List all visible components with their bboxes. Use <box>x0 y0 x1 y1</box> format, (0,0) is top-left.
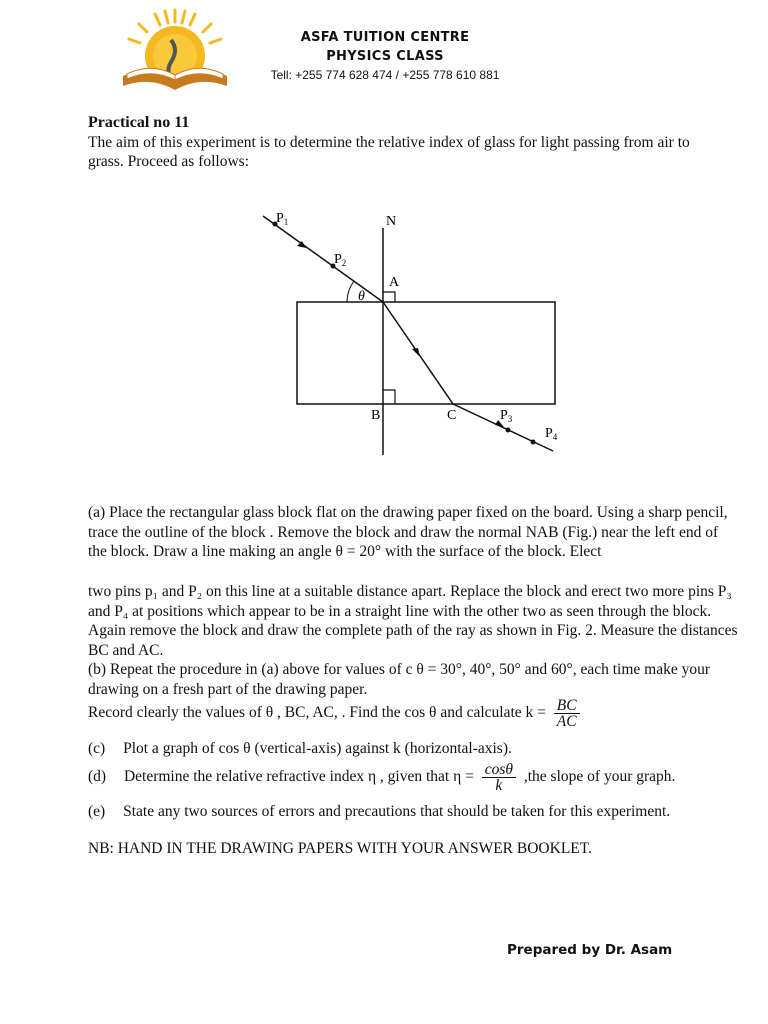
aim-line-2: grass. Proceed as follows: <box>88 153 249 170</box>
step-a-text-2: two pins p₁ and P₂ on this line at a suitable distance apart. Replace the block and erect two more pins P₃ and P₄ at positions which appear to be in a straight line with the other two as seen through the block. Again remove the block and draw the complete path of the ray as shown in Fig. 2. Measure the distances BC and AC. <box>88 583 738 659</box>
pin-p4 <box>531 440 536 445</box>
eta-numerator: cosθ <box>482 762 516 778</box>
step-d-text: Determine the relative refractive index η , given that η = <box>123 768 474 786</box>
label-n: N <box>386 214 397 229</box>
label-b: B <box>371 408 381 423</box>
record-line <box>88 698 584 729</box>
step-e-label: (e) <box>88 803 106 820</box>
step-c-label: (c) <box>88 740 106 757</box>
right-angle-b <box>383 390 395 404</box>
step-b-text: (b) Repeat the procedure in (a) above for values of c θ = 30°, 40°, 50° and 60°, each time make your drawing on a fresh part of the drawing paper. <box>88 661 710 698</box>
label-c: C <box>447 408 457 423</box>
aim-line-1: The aim of this experiment is to determine the relative index of glass for light passing from air to <box>88 134 690 151</box>
incident-ray <box>263 216 383 302</box>
prepared-by: Prepared by Dr. Asam <box>507 942 673 958</box>
label-p1: $P_1$ <box>276 211 289 227</box>
eta-denominator: k <box>495 777 503 794</box>
telephone: Tell: +255 774 628 474 / +255 778 610 881 <box>270 68 500 82</box>
class-name: PHYSICS CLASS <box>326 49 444 64</box>
eta-fraction <box>482 762 516 793</box>
label-theta: θ <box>358 289 365 304</box>
right-angle-a <box>383 292 395 302</box>
school-name: ASFA TUITION CENTRE <box>300 30 470 45</box>
step-c-text: Plot a graph of cos θ (vertical-axis) against k (horizontal-axis). <box>123 740 512 757</box>
nb-note: NB: HAND IN THE DRAWING PAPERS WITH YOUR ANSWER BOOKLET. <box>88 840 592 857</box>
label-p4: $P_4$ <box>545 426 558 442</box>
record-text: Record clearly the values of θ , BC, AC, . Find the cos θ and calculate k = <box>88 704 546 722</box>
label-p3: $P_3$ <box>500 408 513 424</box>
label-a: A <box>389 275 400 290</box>
step-e <box>88 803 670 821</box>
arrow-refracted <box>412 348 420 357</box>
k-fraction <box>554 698 580 729</box>
step-c <box>88 740 512 758</box>
glass-block-diagram <box>0 0 768 470</box>
step-d-label: (d) <box>88 768 107 786</box>
step-d <box>88 762 675 793</box>
glass-block-outline <box>297 302 555 404</box>
k-numerator: BC <box>554 698 580 714</box>
practical-title: Practical no 11 <box>88 114 190 131</box>
k-denominator: AC <box>556 713 577 730</box>
label-p2: $P_2$ <box>334 252 347 268</box>
step-d-tail: ,the slope of your graph. <box>523 768 676 786</box>
step-e-text: State any two sources of errors and precautions that should be taken for this experiment. <box>123 803 671 820</box>
theta-arc <box>347 281 354 302</box>
pin-p3 <box>506 428 511 433</box>
step-a-text: (a) Place the rectangular glass block flat on the drawing paper fixed on the board. Using a sharp pencil, trace the outline of the block . Remove the block and draw the normal NAB (Fig.) near the left end of the block. Draw a line making an angle θ = 20° with the surface of the block. Elect <box>88 504 728 560</box>
